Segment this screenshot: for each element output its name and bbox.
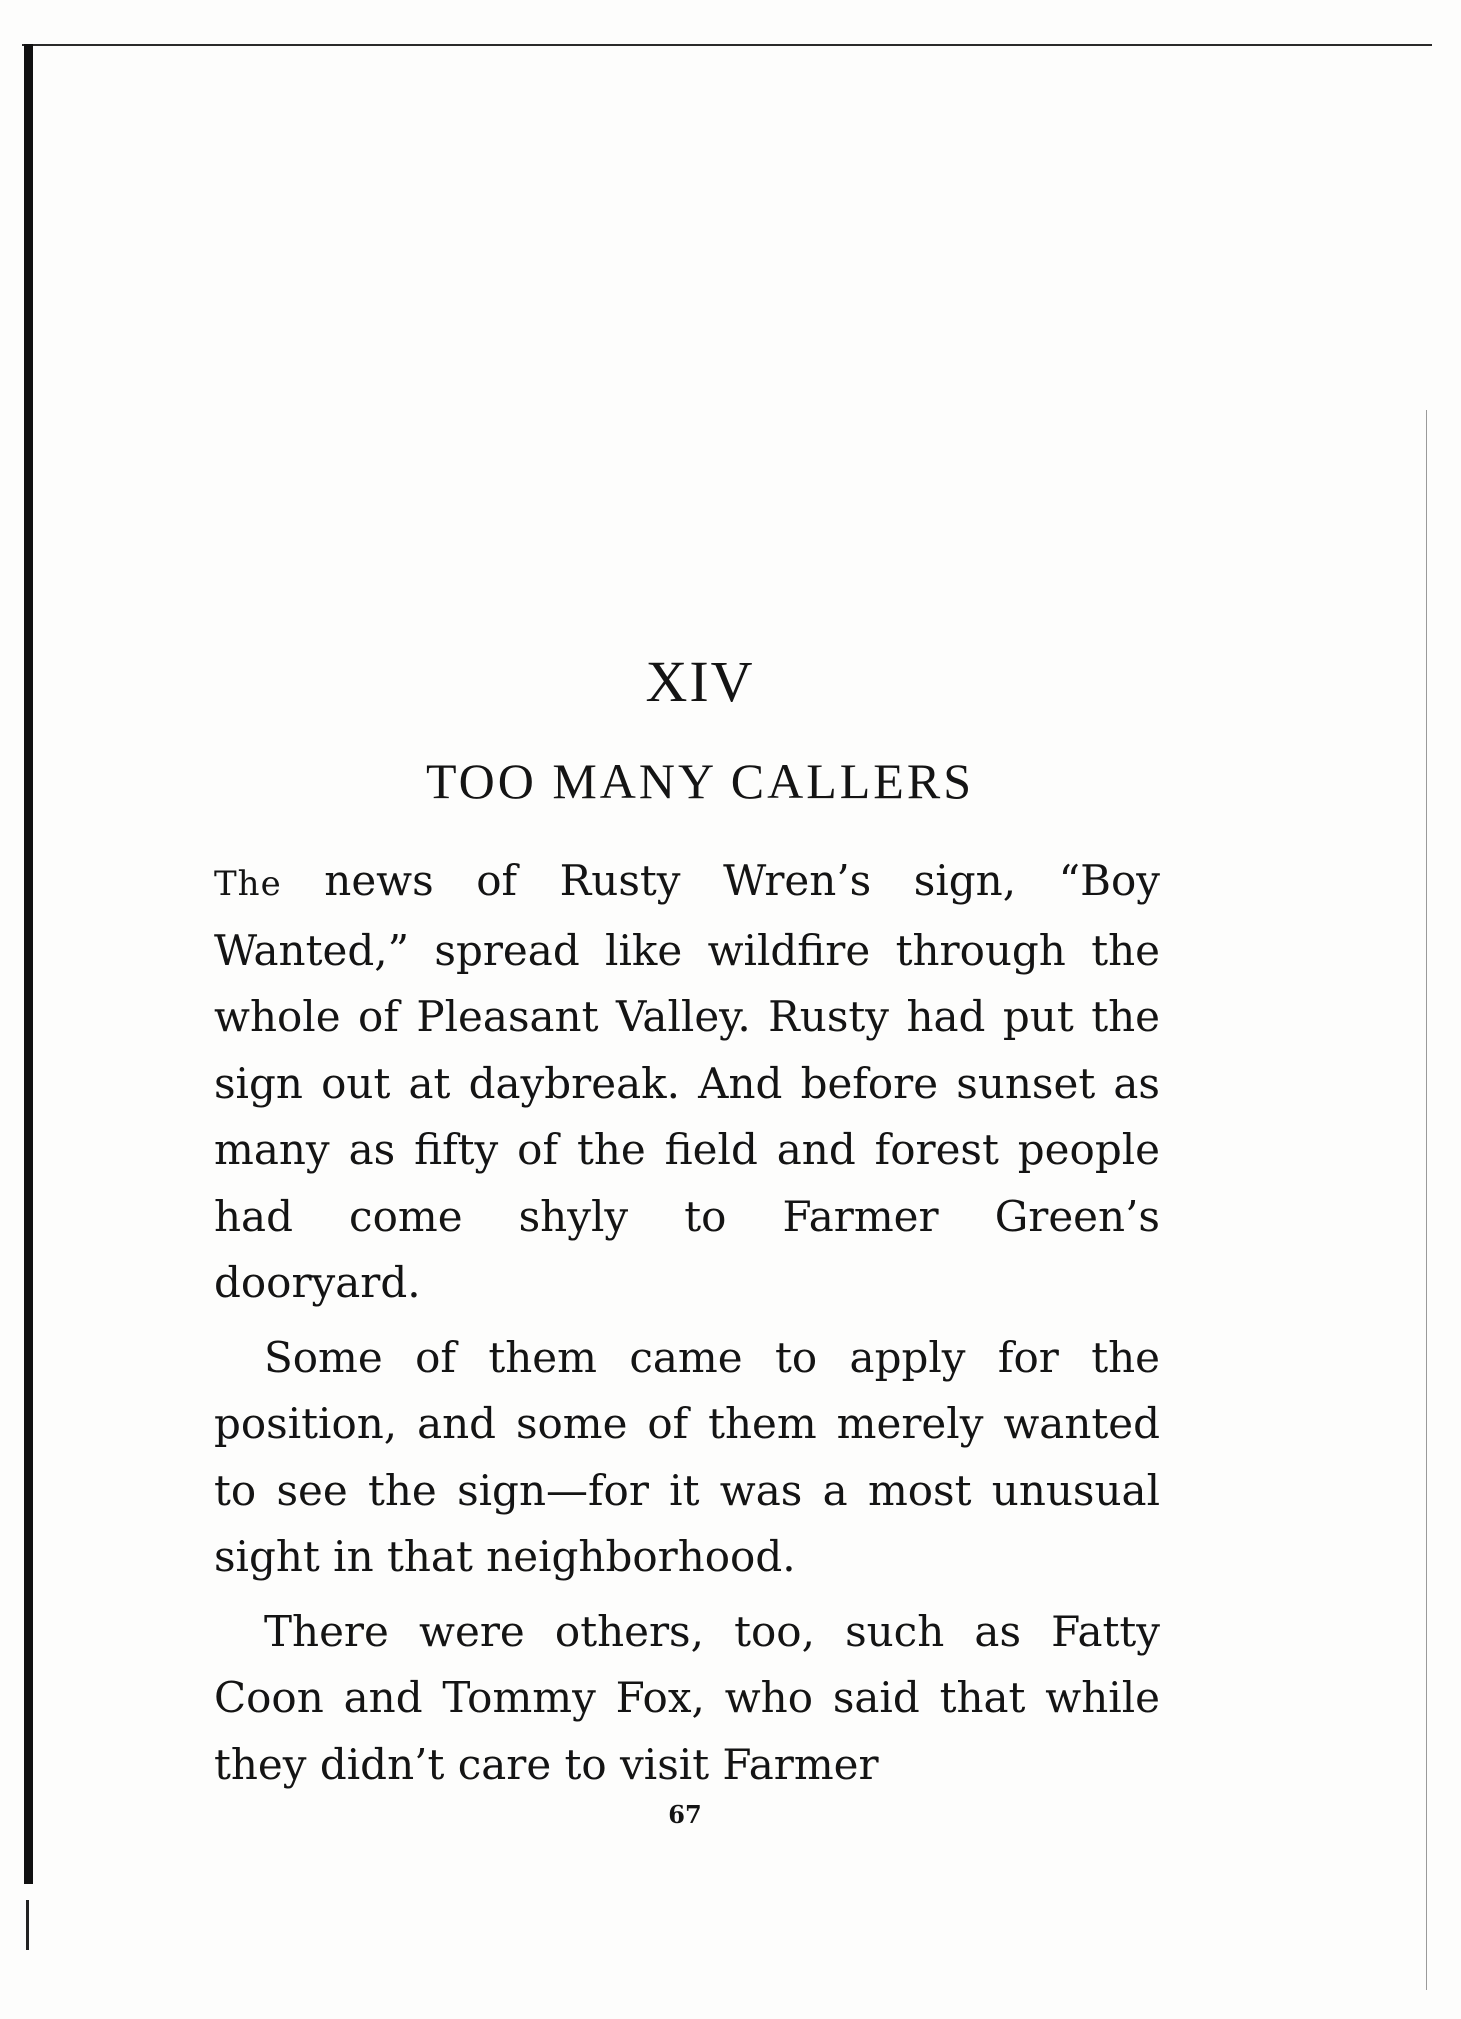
page-right-edge bbox=[1426, 410, 1427, 1990]
chapter-title: TOO MANY CALLERS bbox=[425, 753, 975, 809]
paragraph-3: There were others, too, such as Fatty Coon and Tommy Fox, who said that while they didn’t care to visit Farmer bbox=[214, 1606, 1160, 1789]
chapter-number: XIV bbox=[645, 649, 755, 714]
paragraph-1 bbox=[214, 848, 1160, 1317]
paragraph-2: Some of them came to apply for the position, and some of them merely wanted to see the sign—for it was a most unusual sight in that neighborhood. bbox=[214, 1332, 1160, 1581]
page-left-edge-mark bbox=[26, 1900, 29, 1950]
page-number: 67 bbox=[668, 1800, 702, 1829]
chapter-body bbox=[214, 848, 1160, 1798]
page-left-edge-shadow bbox=[24, 44, 33, 1884]
page-top-edge bbox=[22, 44, 1432, 46]
paragraph-1-text: news of Rusty Wren’s sign, “Boy Wanted,” spread like wildfire through the whole of Pleasant Valley. Rusty had put the sign out at daybreak. And before sunset as many as fifty of the field and forest people had come shyly to Farmer Green’s dooryard. bbox=[214, 856, 1160, 1307]
lead-small-caps: The bbox=[214, 864, 282, 904]
